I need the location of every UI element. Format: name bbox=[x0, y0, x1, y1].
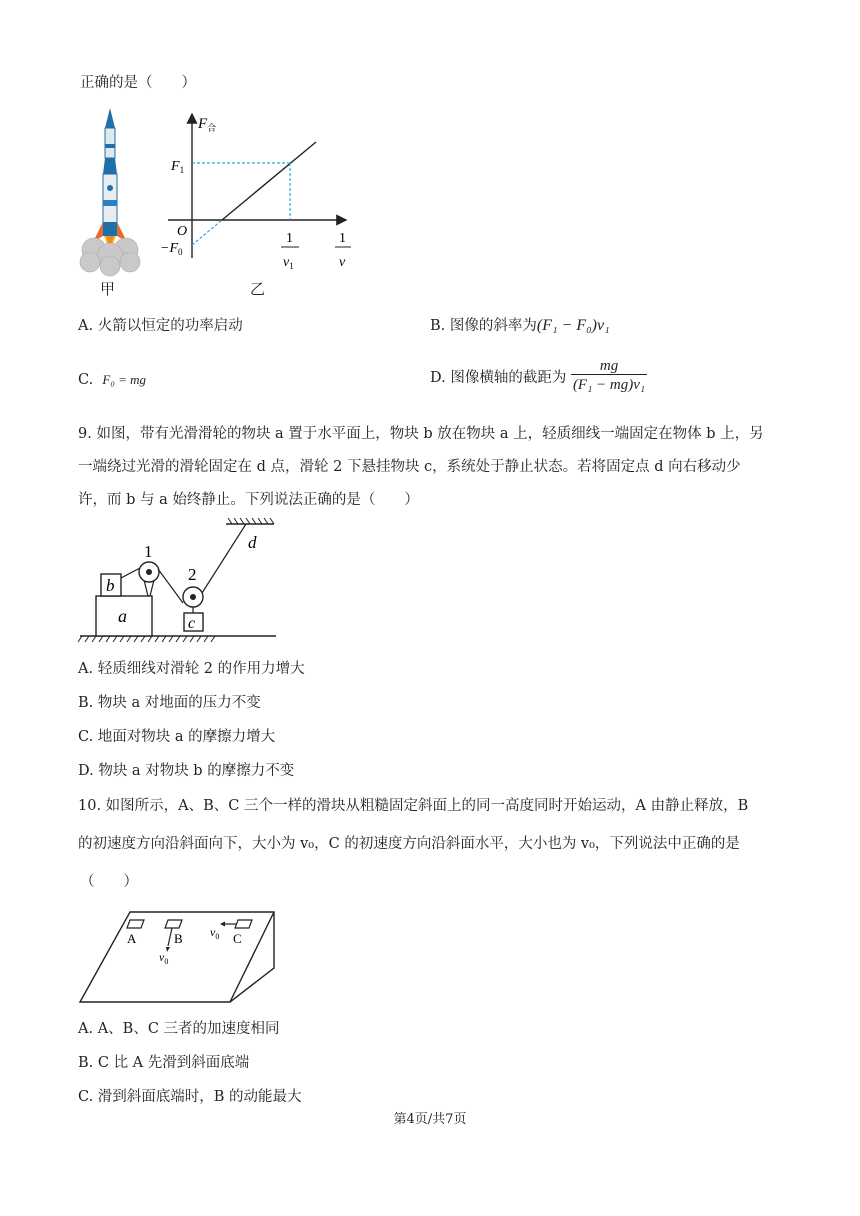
q10-stem-line3: （ ） bbox=[80, 874, 138, 890]
block-b-label: b bbox=[106, 576, 115, 595]
y-axis-label: $F_合$ bbox=[198, 116, 217, 133]
page-footer: 第4页/共7页 bbox=[393, 1112, 467, 1127]
q8-option-c: C. F₀ = mg bbox=[78, 372, 147, 388]
pulley-1-label: 1 bbox=[144, 542, 153, 561]
point-d-label: d bbox=[248, 533, 257, 552]
q9-option-a: A. 轻质细线对滑轮 2 的作用力增大 bbox=[78, 661, 305, 677]
slider-c-label: C bbox=[233, 931, 242, 946]
q10-stem-line1: 10. 如图所示，A、B、C 三个一样的滑块从粗糙固定斜面上的同一高度同时开始运动，A 由静止释放，B bbox=[78, 798, 749, 814]
block-a-label: a bbox=[118, 606, 127, 626]
q9-stem-line1: 9. 如图，带有光滑滑轮的物块 a 置于水平面上，物块 b 放在物块 a 上，轻质细线一端固定在物体 b 上，另 bbox=[78, 426, 764, 442]
x-axis-num: 1 bbox=[339, 231, 346, 246]
fig-caption-yi: 乙 bbox=[250, 280, 266, 298]
rocket-figure bbox=[70, 104, 150, 304]
incline-figure bbox=[78, 906, 278, 1006]
q10-stem-line2: 的初速度方向沿斜面向下，大小为 v₀，C 的初速度方向沿斜面水平，大小也为 v₀，下列说法中正确的是 bbox=[78, 836, 740, 852]
slider-a bbox=[127, 920, 144, 928]
block-c-label: c bbox=[188, 615, 196, 632]
v0-label-b: $v_0$ bbox=[159, 950, 169, 966]
q10-option-c: C. 滑到斜面底端时，B 的动能最大 bbox=[78, 1089, 302, 1105]
q9-option-c: C. 地面对物块 a 的摩擦力增大 bbox=[78, 729, 276, 745]
force-graph bbox=[160, 108, 360, 278]
negF0-label: $-F_0$ bbox=[160, 241, 183, 257]
x-tick-num: 1 bbox=[286, 231, 293, 246]
q8-stem-tail: 正确的是（ ） bbox=[80, 75, 196, 91]
slider-b-label: B bbox=[174, 931, 183, 946]
fig-caption-jia: 甲 bbox=[100, 280, 116, 298]
slider-b bbox=[165, 920, 182, 928]
pulley-2-label: 2 bbox=[188, 565, 197, 584]
graph-line bbox=[222, 142, 316, 220]
smoke-icon bbox=[80, 238, 140, 276]
F1-label: $F_1$ bbox=[171, 159, 185, 175]
q10-option-a: A. A、B、C 三者的加速度相同 bbox=[78, 1021, 280, 1037]
x-tick-den: $v_1$ bbox=[283, 255, 294, 271]
q8-option-a: A. 火箭以恒定的功率启动 bbox=[78, 318, 243, 334]
pulley-figure bbox=[76, 516, 276, 652]
rocket-icon bbox=[93, 108, 127, 254]
slider-a-label: A bbox=[127, 931, 137, 946]
v0-label-c: $v_0$ bbox=[210, 925, 220, 941]
origin-label: O bbox=[177, 224, 188, 239]
x-axis-den: v bbox=[339, 255, 346, 270]
q9-option-b: B. 物块 a 对地面的压力不变 bbox=[78, 695, 261, 711]
q8-option-b: B. 图像的斜率为(F₁ − F₀)v₁ bbox=[430, 317, 610, 334]
q10-option-b: B. C 比 A 先滑到斜面底端 bbox=[78, 1055, 250, 1071]
extension-dash bbox=[192, 220, 222, 245]
q9-option-d: D. 物块 a 对物块 b 的摩擦力不变 bbox=[78, 763, 295, 779]
q8-option-d: D. 图像横轴的截距为 $\frac{mg}{\text{(F₁ − mg)v₁}}$ bbox=[430, 358, 646, 393]
slider-c bbox=[235, 920, 252, 928]
q9-stem-line2: 一端绕过光滑的滑轮固定在 d 点，滑轮 2 下悬挂物块 c，系统处于静止状态。若将固定点 d 向右移动少 bbox=[78, 459, 741, 475]
q9-stem-line3: 许，而 b 与 a 始终静止。下列说法正确的是（ ） bbox=[78, 492, 419, 508]
